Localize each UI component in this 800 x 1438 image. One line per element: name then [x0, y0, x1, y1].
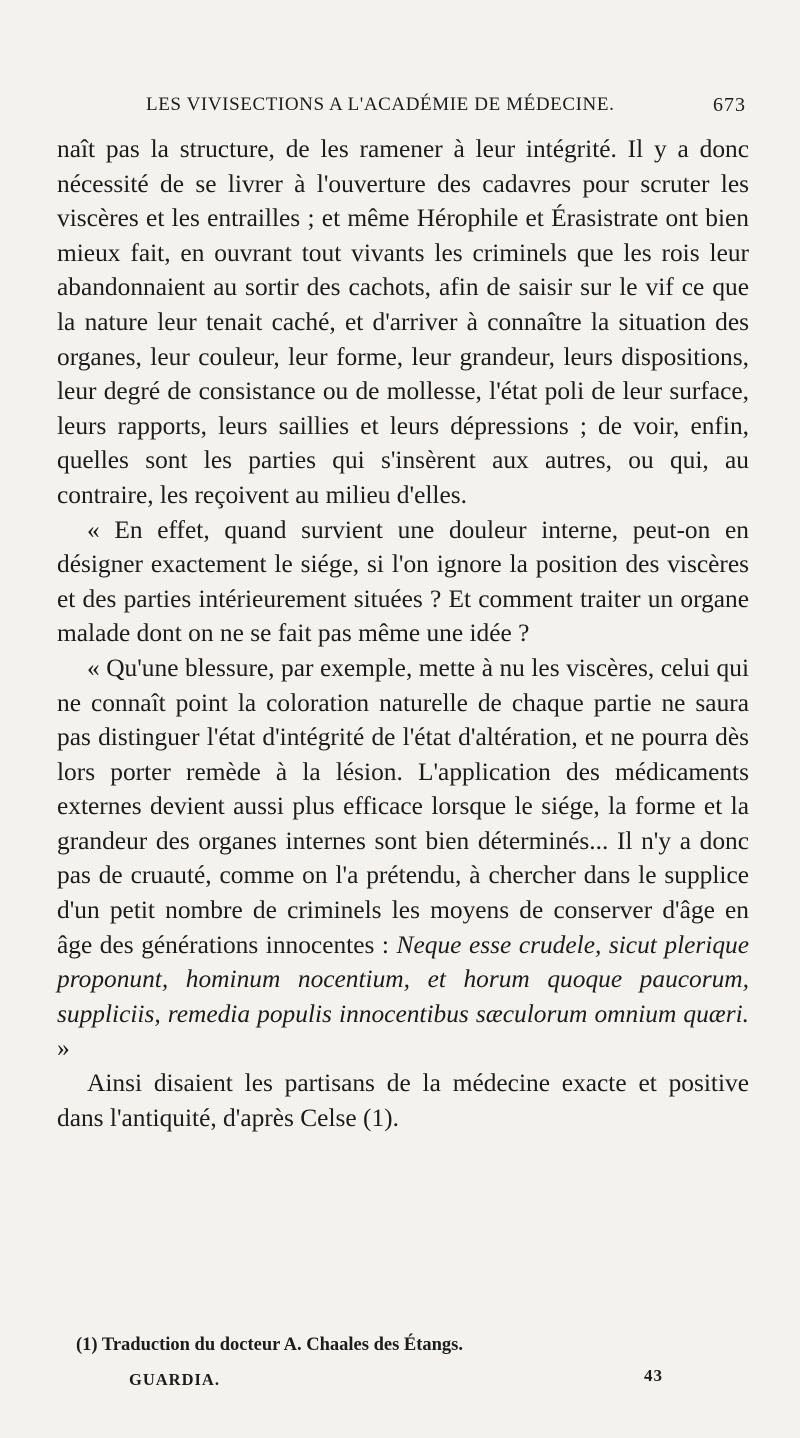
- body-text: [57, 132, 749, 1135]
- paragraph-3: [57, 651, 749, 1066]
- paragraph-2: « En effet, quand survient une douleur interne, peut-on en désigner exactement le siége, si l'on ignore la position des viscères et des parties intérieurement situées ? Et comment traiter un organe malade dont on ne se fait pas même une idée ?: [57, 515, 749, 648]
- running-title: LES VIVISECTIONS A L'ACADÉMIE DE MÉDECINE.: [146, 94, 615, 115]
- paragraph-3-text: « Qu'une blessure, par exemple, mette à nu les viscères, celui qui ne connaît point la coloration naturelle de chaque partie ne saura pas distinguer l'état d'intégrité de l'état d'altération, et ne pourra dès lors porter remède à la lésion. L'application des médicaments externes devient aussi plus efficace lorsque le siége, la forme et la grandeur des organes internes sont bien déterminés... Il n'y a donc pas de cruauté, comme on l'a prétendu, à chercher dans le supplice d'un petit nombre de criminels les moyens de conserver d'âge en âge des générations innocentes :: [57, 653, 749, 959]
- footnote: (1) Traduction du docteur A. Chaales des Étangs.: [76, 1335, 464, 1355]
- paragraph-4: Ainsi disaient les partisans de la médecine exacte et positive dans l'antiquité, d'après Celse (1).: [57, 1069, 749, 1132]
- sheet-number: 43: [644, 1366, 663, 1385]
- paragraph-1: naît pas la structure, de les ramener à leur intégrité. Il y a donc nécessité de se livrer à l'ouverture des cadavres pour scruter les viscères et les entrailles ; et même Hérophile et Érasistrate ont bien mieux fait, en ouvrant tout vivants les criminels que les rois leur abandonnaient au sortir des cachots, afin de saisir sur le vif ce que la nature leur tenait caché, et d'arriver à connaître la situation des organes, leur couleur, leur forme, leur grandeur, leurs dispositions, leur degré de consistance ou de mollesse, l'état poli de leur surface, leurs rapports, leurs saillies et leurs dépressions ; de voir, enfin, quelles sont les parties qui s'insèrent aux autres, ou qui, au contraire, les reçoivent au milieu d'elles.: [57, 135, 749, 509]
- running-head: [146, 94, 746, 120]
- printer-signature: GUARDIA.: [129, 1370, 220, 1389]
- latin-quotation: Neque esse crudele, sicut plerique proponunt, hominum nocentium, et horum quoque paucorum, suppliciis, remedia populis innocentibus sæculorum omnium quæri.: [57, 930, 749, 1028]
- closing-quote: »: [57, 1034, 70, 1063]
- page-number: 673: [713, 94, 746, 116]
